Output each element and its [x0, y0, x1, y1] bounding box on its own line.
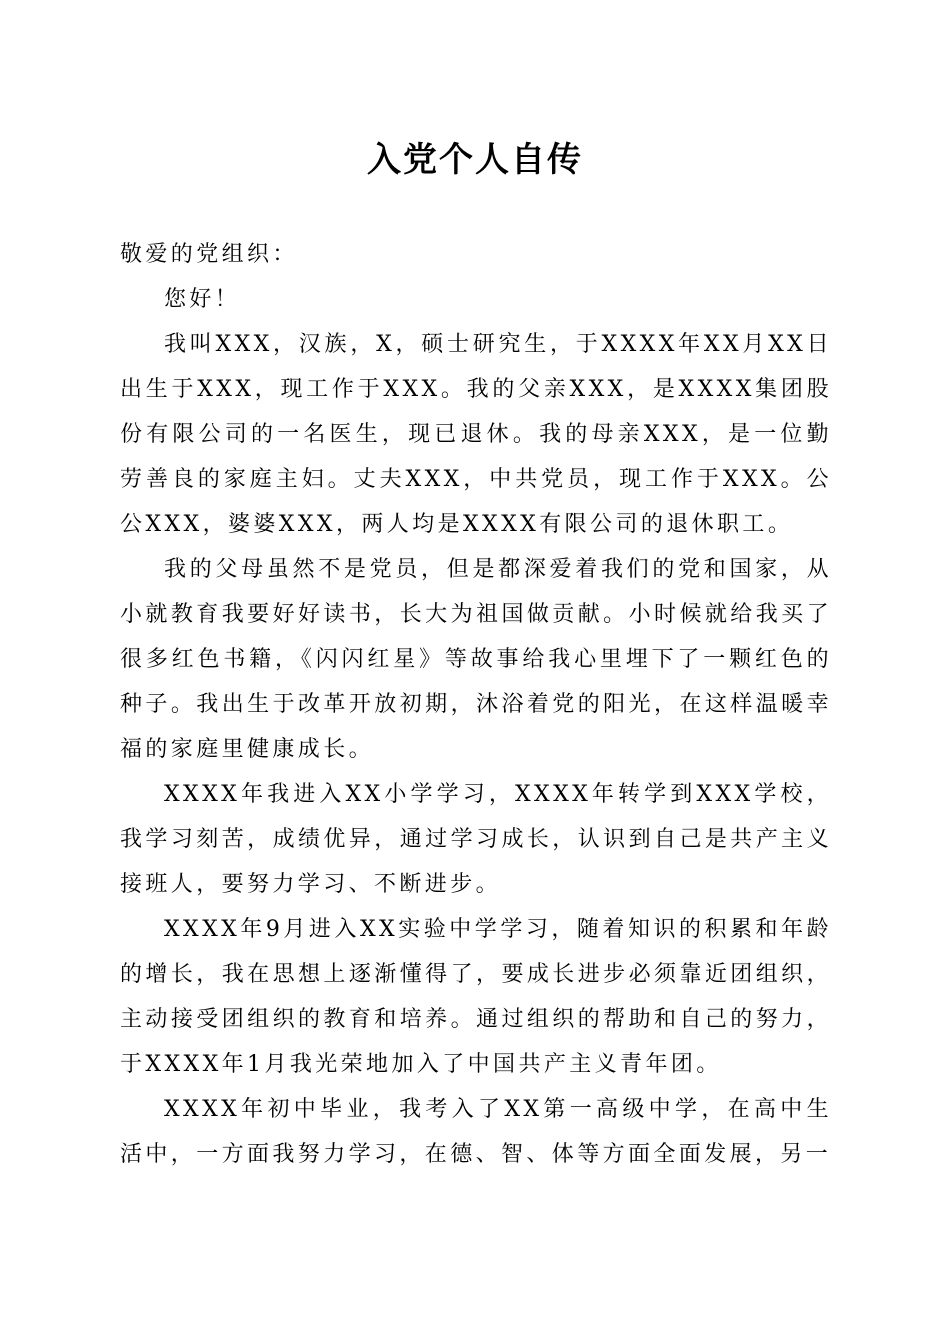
document-title: 入党个人自传	[367, 140, 583, 180]
paragraph-high-school: XXXX年初中毕业，我考入了XX第一高级中学，在高中生活中，一方面我努力学习，在德、智、体等方面全面发展，另一	[120, 1097, 832, 1167]
paragraph-family: 我叫XXX，汉族，X，硕士研究生，于XXXX年XX月XX日出生于XXX，现工作于XXX。我的父亲XXX，是XXXX集团股份有限公司的一名医生，现已退休。我的母亲XXX，是一位勤劳善良的家庭主妇。丈夫XXX，中共党员，现工作于XXX。公公XXX，婆婆XXX，两人均是XXXX有限公司的退休职工。	[120, 332, 832, 537]
document-body	[120, 232, 832, 1177]
paragraph-middle-school: XXXX年9月进入XX实验中学学习，随着知识的积累和年龄的增长，我在思想上逐渐懂得了，要成长进步必须靠近团组织，主动接受团组织的教育和培养。通过组织的帮助和自己的努力，于XXXX年1月我光荣地加入了中国共产主义青年团。	[120, 917, 832, 1077]
paragraph-primary-school: XXXX年我进入XX小学学习，XXXX年转学到XXX学校，我学习刻苦，成绩优异，通过学习成长，认识到自己是共产主义接班人，要努力学习、不断进步。	[120, 782, 832, 897]
paragraph-greeting: 您好！	[164, 287, 241, 312]
paragraph-childhood: 我的父母虽然不是党员，但是都深爱着我们的党和国家，从小就教育我要好好读书，长大为祖国做贡献。小时候就给我买了很多红色书籍，《闪闪红星》等故事给我心里埋下了一颗红色的种子。我出生于改革开放初期，沐浴着党的阳光，在这样温暖幸福的家庭里健康成长。	[120, 557, 832, 762]
salutation: 敬爱的党组织：	[120, 242, 298, 267]
